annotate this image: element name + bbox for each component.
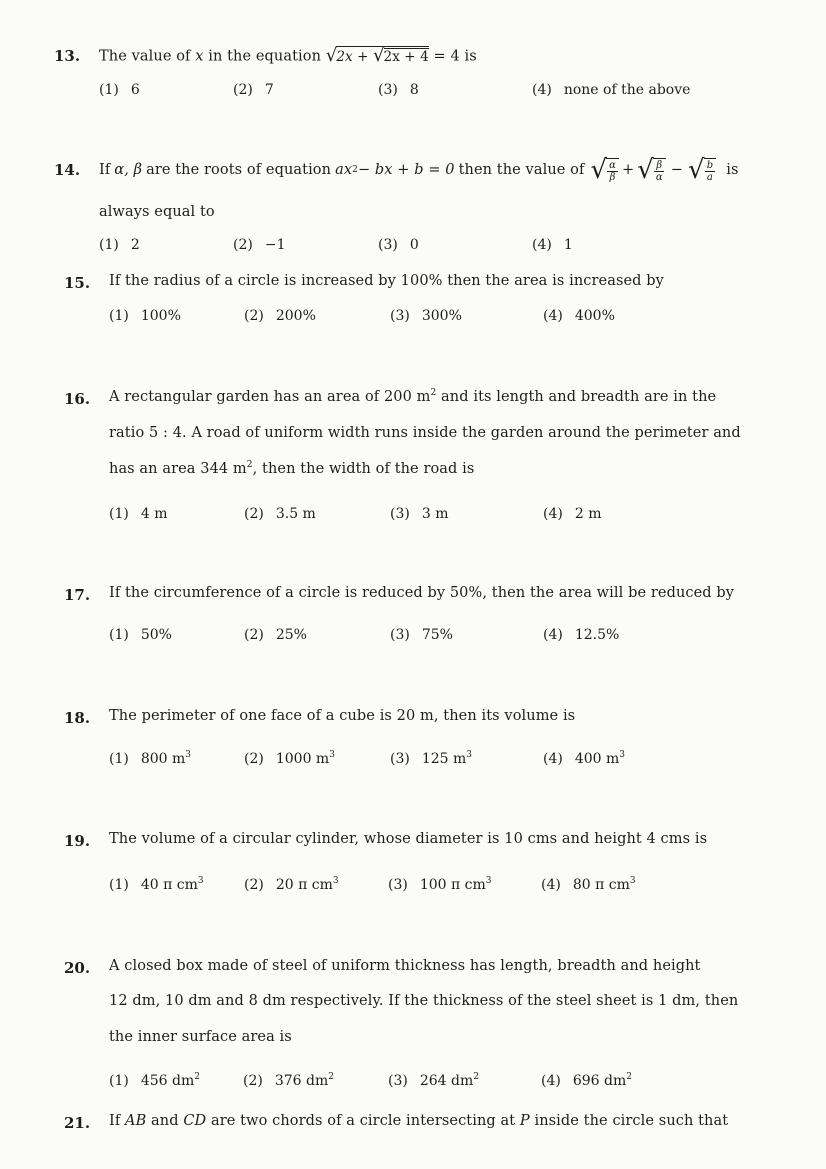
option-2: (2) 200%	[244, 308, 316, 324]
option-1: (1) 6	[99, 82, 140, 98]
question-number: 20.	[64, 959, 91, 977]
option-1: (1) 4 m	[109, 506, 168, 522]
question-text: The value of x in the equation √ 2x + √ 2x + 4 = 4 is	[99, 44, 477, 66]
option-4: (4) 80 π $cm^3$	[541, 876, 636, 893]
question-number: 21.	[64, 1114, 91, 1132]
option-4: (4) 2 m	[543, 506, 602, 522]
option-1: (1) 50%	[109, 627, 172, 643]
question-number: 16.	[64, 390, 91, 408]
option-1: (1) 100%	[109, 308, 181, 324]
question-text: If α, β are the roots of equation ax 2 − bx + b = 0 then the value of √ $\frac{\alpha}{\beta}$ + √ $\frac{\beta}{\alpha}$ − √ $\frac{b}{a}$ is	[99, 155, 739, 185]
question-number: 19.	[64, 832, 91, 850]
question-text-line2: ratio 5 : 4. A road of uniform width runs inside the garden around the perimeter and	[109, 425, 741, 441]
question-number: 13.	[54, 47, 81, 65]
option-4: (4) 1	[532, 237, 573, 253]
question-text-line3: has an area 344 $m^2$, then the width of the road is	[109, 460, 475, 477]
option-4: (4) none of the above	[532, 82, 691, 98]
question-text-line2: 12 dm, 10 dm and 8 dm respectively. If the thickness of the steel sheet is 1 dm, then	[109, 993, 739, 1009]
option-4: (4) 12.5%	[543, 627, 620, 643]
option-3: (3) 8	[378, 82, 419, 98]
question-text-line2: always equal to	[99, 204, 215, 220]
option-4: (4) 400%	[543, 308, 615, 324]
question-text: The volume of a circular cylinder, whose diameter is 10 cms and height 4 cms is	[109, 831, 708, 847]
option-3: (3) 75%	[390, 627, 453, 643]
option-2: (2) 7	[233, 82, 274, 98]
question-text: If the circumference of a circle is reduced by 50%, then the area will be reduced by	[109, 585, 735, 601]
question-number: 14.	[54, 161, 81, 179]
option-2: (2) 20 π $cm^3$	[244, 876, 339, 893]
option-1: (1) 40 π $cm^3$	[109, 876, 204, 893]
equation-13: √ 2x + √ 2x + 4	[325, 44, 429, 66]
radical-b-a: √ $\frac{b}{a}$	[688, 157, 716, 183]
option-4: (4) 696 $dm^2$	[541, 1072, 632, 1089]
question-text: If the radius of a circle is increased by 100% then the area is increased by	[109, 273, 664, 289]
option-2: (2) −1	[233, 237, 286, 253]
question-number: 15.	[64, 274, 91, 292]
option-3: (3) 100 π $cm^3$	[388, 876, 492, 893]
option-3: (3) 0	[378, 237, 419, 253]
option-2: (2) 1000 $m^3$	[244, 750, 335, 767]
option-2: (2) 3.5 m	[244, 506, 316, 522]
radical-beta-alpha: √ $\frac{\beta}{\alpha}$	[637, 157, 666, 183]
option-4: (4) 400 $m^3$	[543, 750, 626, 767]
option-3: (3) 3 m	[390, 506, 449, 522]
question-text-line3: the inner surface area is	[109, 1029, 292, 1045]
question-text: A closed box made of steel of uniform thickness has length, breadth and height	[109, 958, 701, 974]
option-3: (3) 300%	[390, 308, 462, 324]
question-number: 18.	[64, 709, 91, 727]
option-1: (1) 2	[99, 237, 140, 253]
question-text: The perimeter of one face of a cube is 20 m, then its volume is	[109, 708, 576, 724]
option-1: (1) 800 $m^3$	[109, 750, 192, 767]
option-3: (3) 125 $m^3$	[390, 750, 473, 767]
option-1: (1) 456 $dm^2$	[109, 1072, 200, 1089]
option-2: (2) 25%	[244, 627, 307, 643]
option-3: (3) 264 $dm^2$	[388, 1072, 479, 1089]
radical-alpha-beta: √ $\frac{\alpha}{\beta}$	[590, 157, 619, 183]
question-number: 17.	[64, 586, 91, 604]
question-text: If AB and CD are two chords of a circle intersecting at P inside the circle such that	[109, 1113, 729, 1129]
option-2: (2) 376 $dm^2$	[243, 1072, 334, 1089]
question-text: A rectangular garden has an area of 200 $m^2$ and its length and breadth are in the	[109, 388, 717, 405]
